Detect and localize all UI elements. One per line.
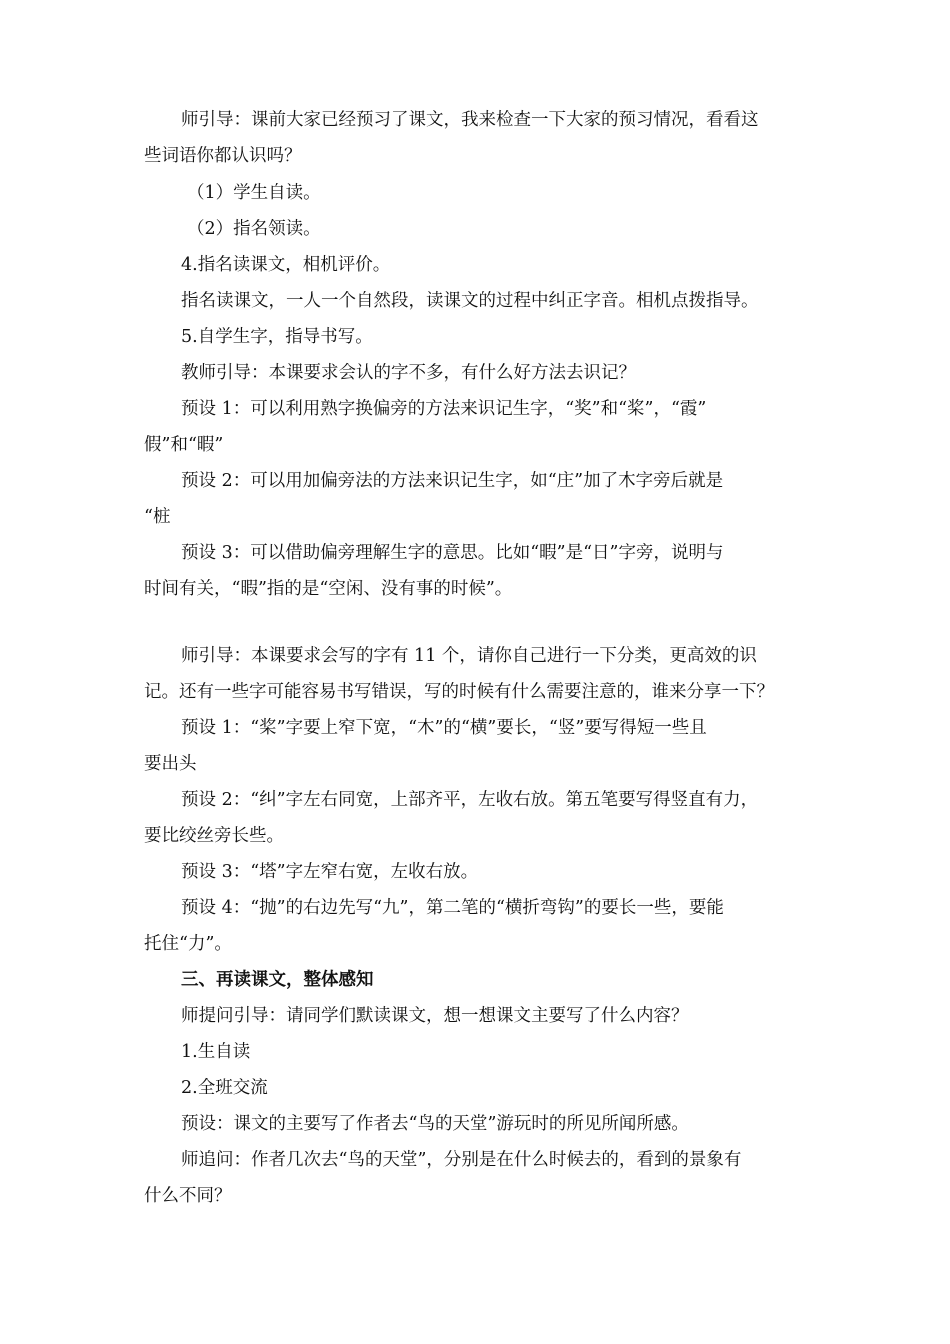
paragraph-line: 预设 3：“塔”字左窄右宽，左收右放。 (181, 862, 479, 882)
paragraph-line: 预设 2：可以用加偏旁法的方法来识记生字，如“庄”加了木字旁后就是 (181, 471, 724, 491)
paragraph-line: 些词语你都认识吗？ (144, 146, 302, 166)
paragraph-line: 预设 1：“桨”字要上窄下宽，“木”的“横”要长，“竖”要写得短一些且 (181, 718, 707, 738)
paragraph-line: 托住“力”。 (144, 934, 232, 954)
paragraph-line: 5.自学生字，指导书写。 (181, 327, 373, 347)
paragraph-line: 师引导：课前大家已经预习了课文，我来检查一下大家的预习情况，看看这 (181, 110, 759, 130)
paragraph-line: 预设：课文的主要写了作者去“鸟的天堂”游玩时的所见所闻所感。 (181, 1114, 689, 1134)
paragraph-line: 2.全班交流 (181, 1078, 268, 1098)
paragraph-line: 师追问：作者几次去“鸟的天堂”，分别是在什么时候去的，看到的景象有 (181, 1150, 742, 1170)
paragraph-line: 师引导：本课要求会写的字有 11 个，请你自己进行一下分类，更高效的识 (181, 646, 757, 666)
paragraph-line: （1）学生自读。 (187, 183, 321, 203)
paragraph-line: 要比绞丝旁长些。 (144, 826, 284, 846)
paragraph-line: 教师引导：本课要求会认的字不多，有什么好方法去识记？ (181, 363, 636, 383)
paragraph-line: （2）指名领读。 (187, 219, 321, 239)
paragraph-line: 预设 1：可以利用熟字换偏旁的方法来识记生字，“奖”和“桨”，“霞” (181, 399, 707, 419)
paragraph-line: 4.指名读课文，相机评价。 (181, 255, 391, 275)
paragraph-line: 记。还有一些字可能容易书写错误，写的时候有什么需要注意的，谁来分享一下？ (144, 682, 774, 702)
paragraph-line: 预设 4：“抛”的右边先写“九”，第二笔的“横折弯钩”的要长一些，要能 (181, 898, 724, 918)
paragraph-line: 师提问引导：请同学们默读课文，想一想课文主要写了什么内容？ (181, 1006, 689, 1026)
paragraph-line: “桩 (144, 507, 171, 527)
paragraph-line: 预设 2：“纠”字左右同宽，上部齐平，左收右放。第五笔要写得竖直有力， (181, 790, 759, 810)
paragraph-line: 什么不同？ (144, 1186, 232, 1206)
paragraph-line: 1.生自读 (181, 1042, 251, 1062)
section-heading: 三、再读课文，整体感知 (181, 970, 374, 990)
paragraph-line: 预设 3：可以借助偏旁理解生字的意思。比如“暇”是“日”字旁，说明与 (181, 543, 724, 563)
paragraph-line: 要出头 (144, 754, 197, 774)
paragraph-line: 时间有关，“暇”指的是“空闲、没有事的时候”。 (144, 579, 513, 599)
paragraph-line: 假”和“暇” (144, 435, 224, 455)
paragraph-line: 指名读课文，一人一个自然段，读课文的过程中纠正字音。相机点拨指导。 (181, 291, 759, 311)
